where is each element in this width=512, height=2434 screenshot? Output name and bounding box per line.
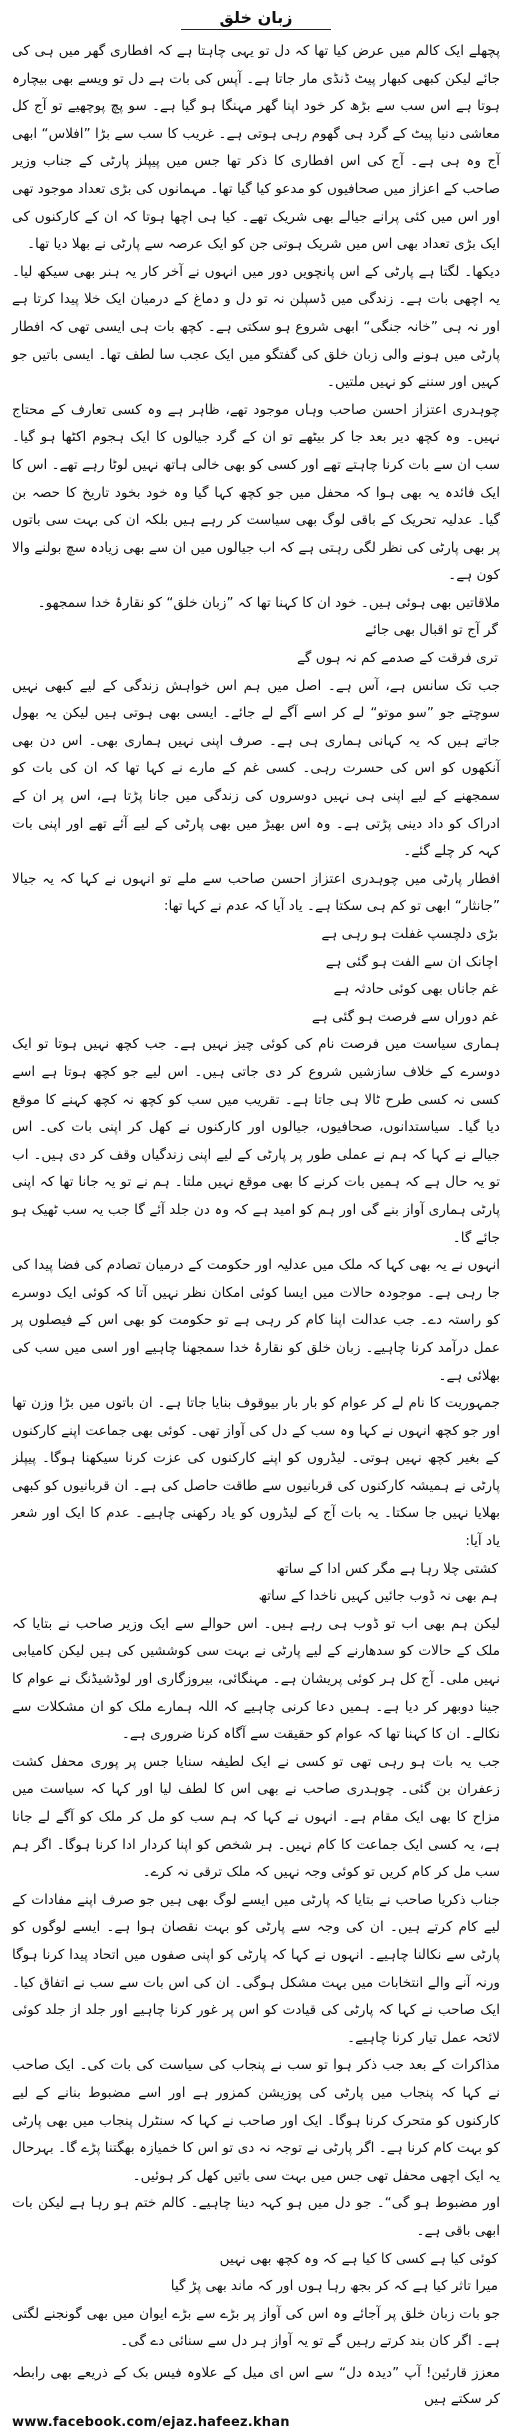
paragraph: چوہدری اعتزاز احسن صاحب وہاں موجود تھے، ظاہر ہے وہ کسی تعارف کے محتاج نہیں۔ وہ کچھ دیر بعد جا کر بیٹھے تو ان کے گرد جیالوں کا ایک ہجوم اکٹھا ہو گیا۔ سب ان سے بات کرنا چاہتے تھے اور کسی کو بھی خالی ہاتھ نہیں لوٹا رہے تھے۔ اس کا ایک فائدہ یہ بھی ہوا کہ محفل میں جو کچھ کہا گیا وہ خود بخود تاریخ کا حصہ بن گیا۔ عدلیہ تحریک کے باقی لوگ بھی سیاست کر رہے ہیں بلکہ ان کی بہت سی باتوں پر بھی پارٹی کی نظر لگی رہتی ہے کہ اب جیالوں میں ان سے بھی زیادہ سچ بولنے والا کون ہے۔ xyxy=(12,401,500,584)
column-body xyxy=(12,2301,500,2356)
column-body xyxy=(12,1611,500,2246)
closing-paragraph: جو بات زبان خلق پر آجائے وہ اس کی آواز پر بڑے سے بڑے ایوان میں بھی گونجنے لگتی ہے۔ اگر کان بند کرتے رہیں گے تو یہ آواز ہر دل سے سنائی دے گی۔ xyxy=(12,2305,500,2350)
verse-line: غم جاناں بھی کوئی حادثہ ہے xyxy=(333,981,498,998)
paragraph: اور مضبوط ہو گی“۔ جو دل میں ہو کہہ دینا چاہیے۔ کالم ختم ہو رہا ہے لیکن بات ابھی باقی ہے۔ xyxy=(12,2195,500,2239)
paragraph: جمہوریت کا نام لے کر عوام کو بار بار بیوقوف بنایا جاتا ہے۔ ان باتوں میں بڑا وزن تھا اور جو کچھ انہوں نے کہا وہ سب کے دل کی آواز تھی۔ کوئی بھی جماعت اپنے کارکنوں کے بغیر کچھ نہیں ہوتی۔ لیڈروں کو اپنے کارکنوں کی عزت کرنا سیکھنا ہوگا۔ پیپلز پارٹی نے ہمیشہ کارکنوں کی قربانیوں سے طاقت حاصل کی ہے۔ ان قربانیوں کو کبھی بھلایا نہیں جا سکتا۔ یہ بات آج کے لیڈروں کو یاد رکھنی چاہیے۔ عدم کا ایک اور شعر یاد آیا: xyxy=(12,1395,500,1550)
paragraph: جب تک سانس ہے، آس ہے۔ اصل میں ہم اس خواہش زندگی کے لیے کبھی نہیں سوچتے جو ”سو موتو“ لے کر اسے آگے لے جائے۔ ایسی بھی ہوتی ہیں لیکن یہ بھول جاتے ہیں کہ یہ کہانی ہماری ہی ہے۔ صرف اپنی نہیں ہماری بھی۔ اس دن بھی آنکھوں کو اس کی حسرت رہی۔ کسی غم کے مارے نے کہا تھا کہ ان کی بات کو سمجھنے کے لیے اپنی ہی نہیں دوسروں کی زندگی میں جانا پڑتا ہے، اس پر ان کے ادراک کو داد دینی پڑتی ہے۔ وہ اس بھیڑ میں بھی پارٹی کے لیے آئے تھے اور اپنی بات کہہ کر چلے گئے۔ xyxy=(12,677,500,860)
column-body xyxy=(12,38,500,617)
poetry-verse xyxy=(12,1556,500,1611)
paragraph: جب یہ بات ہو رہی تھی تو کسی نے ایک لطیفہ سنایا جس پر پوری محفل کشت زعفران بن گئی۔ چوہدری صاحب نے بھی اس کا لطف لیا اور کہا کہ سیاست میں مزاح کا بھی ایک مقام ہے۔ انہوں نے کہا کہ ہم سب کو مل کر ملک کو آگے لے جانا ہے، یہ کسی ایک جماعت کا کام نہیں۔ ہر شخص کو اپنا کردار ادا کرنا ہوگا۔ اگر ہم سب مل کر کام کریں تو کوئی وجہ نہیں کہ ملک ترقی نہ کرے۔ xyxy=(12,1753,500,1881)
column-title: زبان خلق xyxy=(219,8,293,27)
verse-line: اچانک ان سے الفت ہو گئی ہے xyxy=(325,953,498,970)
column-body xyxy=(12,673,500,921)
verse-line: تری فرقت کے صدمے کم نہ ہوں گے xyxy=(296,650,498,667)
paragraph: ہماری سیاست میں فرصت نام کی کوئی چیز نہیں ہے۔ جب کچھ نہیں ہوتا تو ایک دوسرے کے خلاف سازشیں شروع کر دی جاتی ہیں۔ اس لیے جو کچھ ہوتا ہے اسے کسی نہ کسی طرح ٹالا ہی جاتا ہے۔ تقریب میں سب کو کچھ نہ کچھ کہنے کا موقع دیا گیا۔ سیاستدانوں، صحافیوں، جیالوں اور کارکنوں نے کھل کر اپنی بات کی۔ اس جیالے نے کہا کہ ہم نے عملی طور پر پارٹی کے لیے اپنی زندگیاں وقف کر دی ہیں۔ اب تو یہ حال ہے کہ ہمیں بات کرنے کا بھی موقع نہیں ملتا۔ ہم نے تو یہ جانا تھا کہ اپنی پارٹی ہماری آواز بنے گی اور ہم کو امید ہے کہ وہ دن جلد آئے گا جب یہ سب ٹھیک ہو جائے گا۔ xyxy=(12,1036,500,1246)
facebook-link[interactable]: www.facebook.com/ejaz.hafeez.khan xyxy=(12,2414,290,2430)
column-body xyxy=(12,1031,500,1555)
verse-line: میرا تاثر کیا ہے کہ کر بجھ رہا ہوں اور کہ ماند بھی پڑ گیا xyxy=(170,2278,498,2295)
verse-line: غم دوراں سے فرصت ہو گئی ہے xyxy=(311,1008,498,1025)
title-underline xyxy=(181,29,331,30)
verse-line: ہم بھی نہ ڈوب جائیں کہیں ناخدا کے ساتھ xyxy=(258,1588,498,1605)
verse-line: گر آج تو اقبال بھی جائے xyxy=(364,622,498,639)
verse-line: بڑی دلچسپ غفلت ہو رہی ہے xyxy=(321,926,498,942)
paragraph: جناب ذکریا صاحب نے بتایا کہ پارٹی میں ایسے لوگ بھی ہیں جو صرف اپنے مفادات کے لیے کام کرتے ہیں۔ ان کی وجہ سے پارٹی کو بہت نقصان ہوا ہے۔ ایسے لوگوں کو پارٹی سے نکالنا چاہیے۔ انہوں نے کہا کہ پارٹی کو اپنی صفوں میں اتحاد پیدا کرنا ہوگا ورنہ آنے والے انتخابات میں بہت مشکل ہوگی۔ ان کی اس بات سے سب نے اتفاق کیا۔ ایک صاحب نے کہا کہ پارٹی کی قیادت کو اس پر غور کرنا چاہیے اور جلد از جلد کوئی لائحہ عمل تیار کرنا چاہیے۔ xyxy=(12,1891,500,2046)
verse-line: کشتی چلا رہا ہے مگر کس ادا کے ساتھ xyxy=(276,1560,498,1577)
paragraph: لیکن ہم بھی اب تو ڈوب ہی رہے ہیں۔ اس حوالے سے ایک وزیر صاحب نے بتایا کہ ملک کے حالات کو سدھارنے کے لیے پارٹی نے بہت سی کوششیں کی ہیں لیکن کامیابی نہیں ملی۔ آج کل ہر کوئی پریشان ہے۔ مہنگائی، بیروزگاری اور لوڈشیڈنگ نے عوام کا جینا دوبھر کر دیا ہے۔ ہمیں دعا کرنی چاہیے کہ اللہ ہمارے ملک کو ان مشکلات سے نکالے۔ ان کا کہنا تھا کہ عوام کو حقیقت سے آگاہ کرنا ضروری ہے۔ xyxy=(12,1615,500,1743)
paragraph: ملاقاتیں بھی ہوئی ہیں۔ خود ان کا کہنا تھا کہ ”زبان خلق“ کو نقارۂ خدا سمجھو۔ xyxy=(37,594,500,611)
poetry-verse xyxy=(12,2246,500,2301)
poetry-verse xyxy=(12,921,500,1031)
paragraph: دیکھا۔ لگتا ہے پارٹی کے اس پانچویں دور میں انہوں نے آخر کار یہ ہنر بھی سیکھ لیا۔ یہ اچھی بات ہے۔ زندگی میں ڈسپلن نہ تو دل و دماغ کے درمیان ایک خلا پیدا کرتا ہے اور نہ ہی ”خانہ جنگی“ ابھی شروع ہو سکتی ہے۔ کچھ بات ہی ایسی تھی کہ افطار پارٹی میں ہونے والی زبان خلق کی گفتگو میں ایک عجب سا لطف تھا۔ ایسی باتیں جو کہیں اور سننے کو نہیں ملتیں۔ xyxy=(12,263,500,391)
paragraph: پچھلے ایک کالم میں عرض کیا تھا کہ دل تو یہی چاہتا ہے کہ افطاری گھر میں ہی کی جائے لیکن کبھی کبھار پیٹ ڈنڈی مار جاتا ہے۔ آپس کی بات ہے دل تو ویسے بھی بیچارہ ہوتا ہے اس سب سے بڑھ کر خود اپنا گھر مہنگا ہو گیا ہے۔ سو پچ پوچھیے تو آج کل معاشی دنیا پیٹ کے گرد ہی گھوم رہی ہوتی ہے۔ غریب کا سب سے بڑا ”افلاس“ ابھی آج وہ ہی ہے۔ آج کی اس افطاری کا ذکر تھا جس میں پیپلز پارٹی کے جناب وزیر صاحب کے اعزاز میں صحافیوں کو مدعو کیا گیا تھا۔ مہمانوں کی بڑی تعداد موجود تھی اور اس میں کئی پرانے جیالے بھی شریک تھے۔ کیا ہی اچھا ہوتا کہ ان کے کارکنوں کی ایک بڑی تعداد بھی اس میں شریک ہوتی جن کو ایک عرصہ سے پارٹی نے بھلا دیا تھا۔ xyxy=(12,43,500,253)
paragraph: مذاکرات کے بعد جب ذکر ہوا تو سب نے پنجاب کی سیاست کی بات کی۔ ایک صاحب نے کہا کہ پنجاب میں پارٹی کی پوزیشن کمزور ہے اور اسے مضبوط بنانے کے لیے کارکنوں کو متحرک کرنا ہوگا۔ ایک اور صاحب نے کہا کہ سنٹرل پنجاب میں بھی پارٹی کو بہت کام کرنا ہے۔ اگر پارٹی نے توجہ نہ دی تو اس کا خمیازہ بھگتنا پڑے گا۔ بہرحال یہ ایک اچھی محفل تھی جس میں بہت سی باتیں کھل کر ہوئیں۔ xyxy=(12,2057,500,2184)
paragraph: انہوں نے یہ بھی کہا کہ ملک میں عدلیہ اور حکومت کے درمیان تصادم کی فضا پیدا کی جا رہی ہے۔ موجودہ حالات میں ایسا کوئی امکان نظر نہیں آتا کہ کوئی ایک دوسرے کو راستہ دے۔ جب عدالت اپنا کام کر رہی ہے تو حکومت کو بھی اس کے فیصلوں پر عمل درآمد کرنا چاہیے۔ زبان خلق کو نقارۂ خدا سمجھنا چاہیے اور اسی میں سب کی بھلائی ہے۔ xyxy=(12,1257,500,1384)
paragraph: افطار پارٹی میں چوہدری اعتزاز احسن صاحب سے ملے تو انہوں نے کہا کہ یہ جیالا ”جانثار“ ابھی تو کم ہی سکتا ہے۔ یاد آیا کہ عدم نے کہا تھا: xyxy=(12,870,500,915)
poetry-verse xyxy=(12,617,500,672)
verse-line: کوئی کیا ہے کسی کا کیا ہے کہ وہ کچھ بھی نہیں xyxy=(219,2250,498,2267)
reader-note: معزز قارئین! آپ ”دیدہ دل“ سے اس ای میل کے علاوہ فیس بک کے ذریعے بھی رابطہ کر سکتے ہیں xyxy=(12,2364,500,2407)
